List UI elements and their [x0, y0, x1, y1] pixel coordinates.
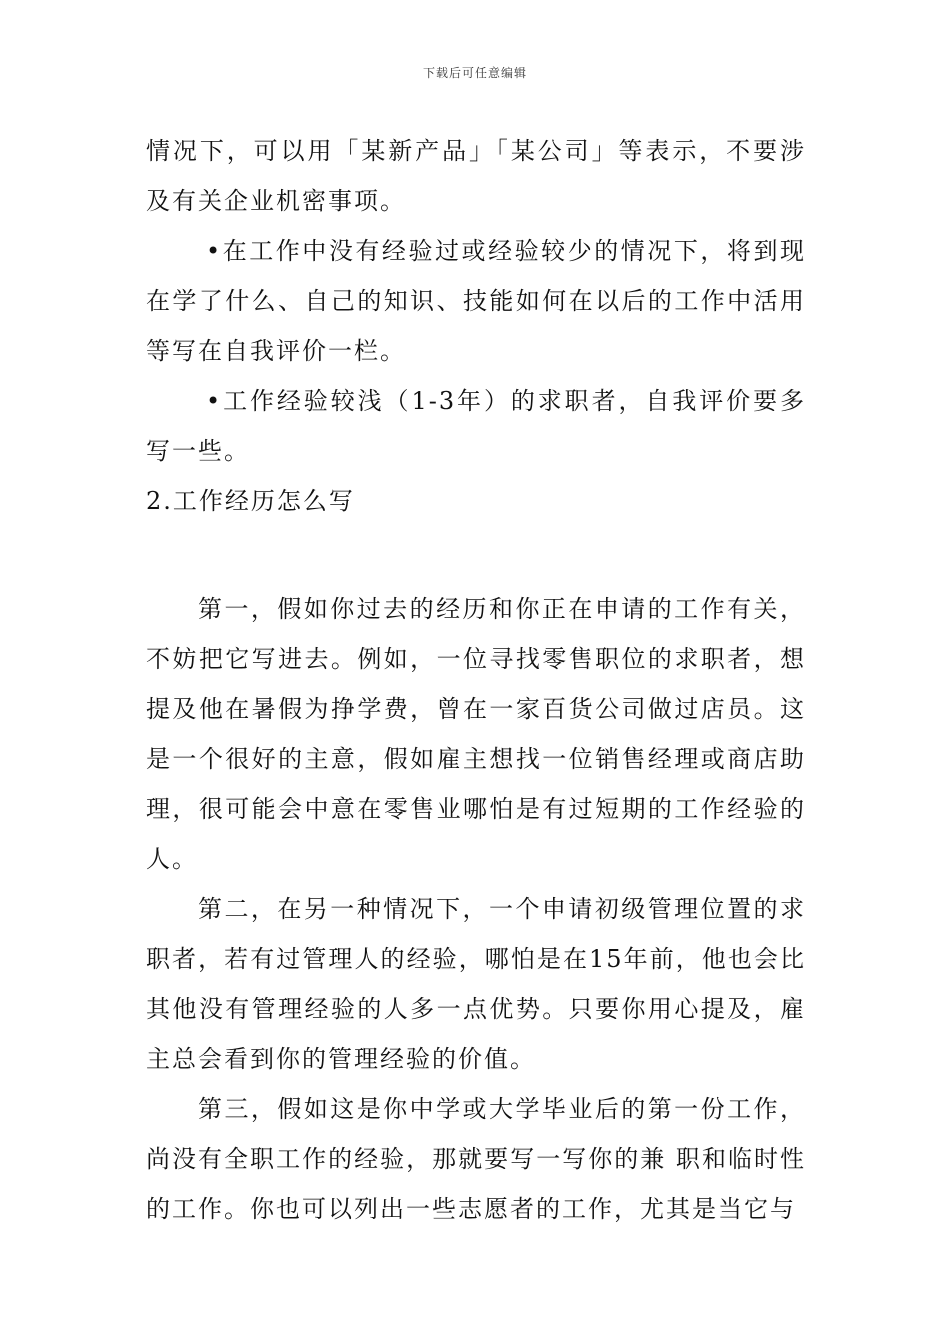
- page-header: 下载后可任意编辑: [422, 66, 527, 80]
- paragraph-bullet-little-experience: •在工作中没有经验过或经验较少的情况下，将到现在学了什么、自己的知识、技能如何在以后的工作中活用等写在自我评价一栏。: [146, 237, 806, 365]
- paragraph-third-point: 第三，假如这是你中学或大学毕业后的第一份工作，尚没有全职工作的经验，那就要写一写你的兼 职和临时性的工作。你也可以列出一些志愿者的工作，尤其是当它与: [146, 1095, 806, 1223]
- section-spacing: [146, 526, 806, 584]
- paragraph-confidentiality: 情况下，可以用「某新产品」「某公司」等表示，不要涉及有关企业机密事项。: [146, 137, 806, 215]
- section-heading-work-experience: 2.工作经历怎么写: [146, 487, 355, 515]
- paragraph-first-point: 第一，假如你过去的经历和你正在申请的工作有关，不妨把它写进去。例如，一位寻找零售职位的求职者，想提及他在暑假为挣学费，曾在一家百货公司做过店员。这是一个很好的主意，假如雇主想找一位销售经理或商店助理，很可能会中意在零售业哪怕是有过短期的工作经验的人。: [146, 595, 806, 873]
- paragraph-second-point: 第二，在另一种情况下，一个申请初级管理位置的求职者，若有过管理人的经验，哪怕是在15年前，他也会比其他没有管理经验的人多一点优势。只要你用心提及，雇主总会看到你的管理经验的价值。: [146, 895, 806, 1073]
- document-body: [146, 126, 806, 1234]
- paragraph-bullet-junior-applicant: •工作经验较浅（1-3年）的求职者，自我评价要多写一些。: [146, 387, 806, 465]
